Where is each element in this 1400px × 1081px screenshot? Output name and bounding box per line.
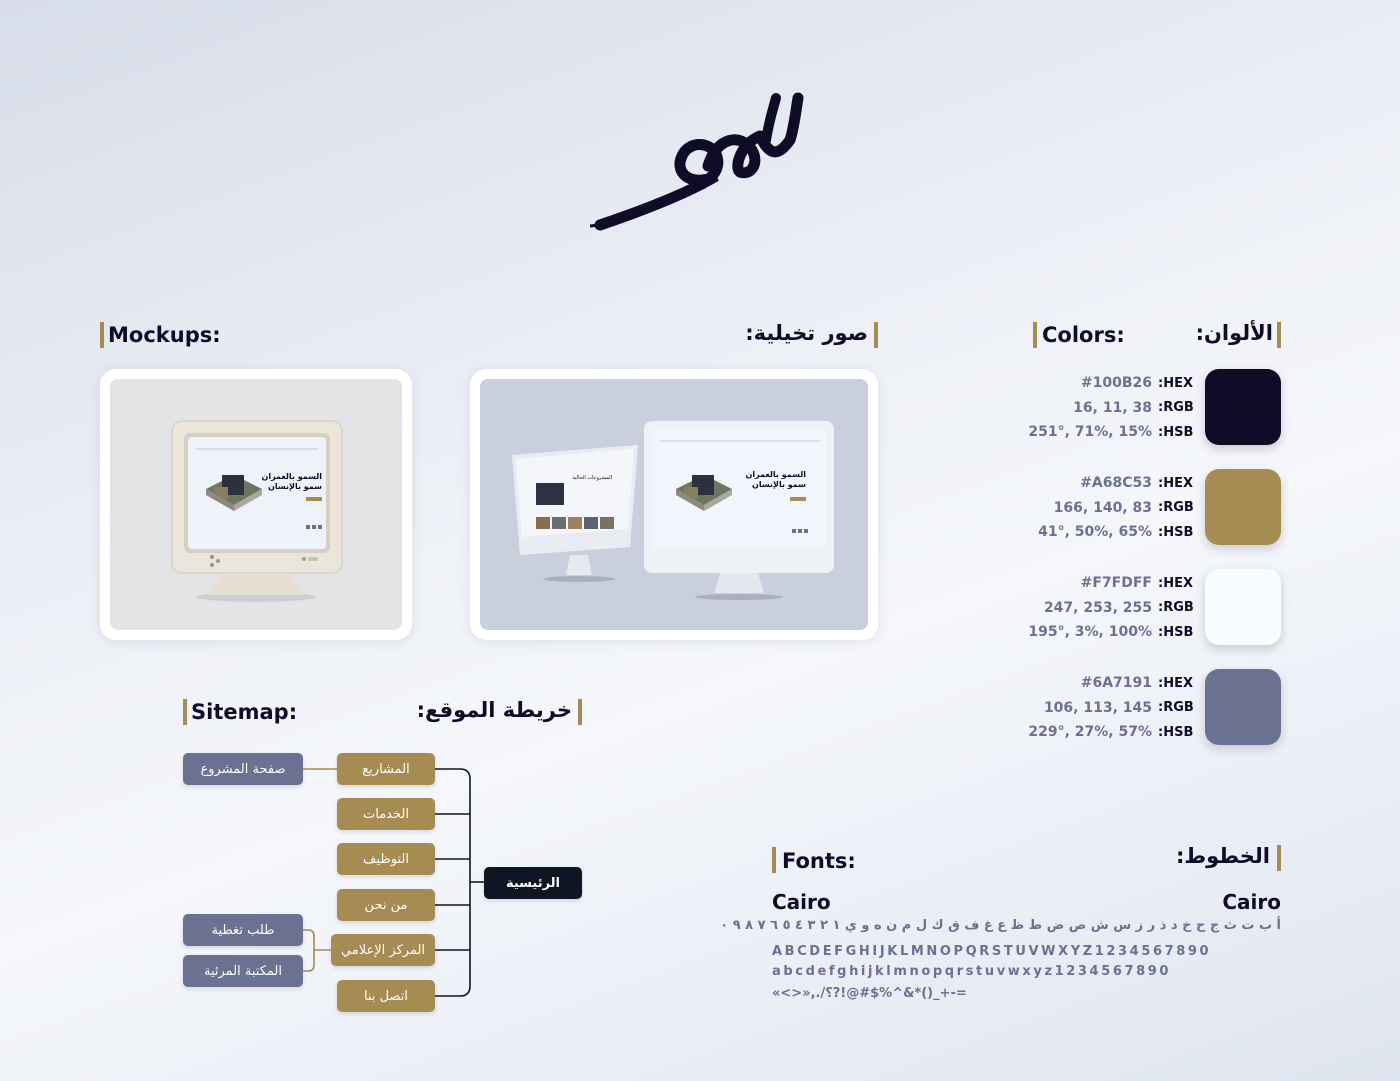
color-hex-value: #A68C53	[1080, 475, 1152, 492]
color-hex-line	[962, 471, 1192, 496]
font-sample-uppercase: ABCDEFGHIJKLMNOPQRSTUVWXYZ1234567890	[772, 944, 1212, 959]
color-hex-value: #F7FDFF	[1080, 575, 1152, 592]
color-hsb-value: 195°, 3%, 100%	[1028, 624, 1152, 641]
desktop-mockups-image	[480, 379, 868, 630]
mockups-title-bar	[100, 322, 104, 348]
color-rgb-line	[962, 596, 1192, 621]
fonts-title-en: Fonts:	[782, 849, 856, 873]
mockups-title-en: Mockups:	[108, 323, 221, 347]
fonts-title-bar	[772, 847, 776, 873]
color-rgb-value: 106, 113, 145	[1043, 699, 1152, 716]
color-swatch	[1205, 569, 1281, 645]
color-rgb-line	[962, 696, 1192, 721]
sitemap-node-services[interactable]: الخدمات	[337, 798, 435, 830]
color-hex-line	[962, 371, 1192, 396]
colors-title-en: Colors:	[1042, 323, 1125, 347]
color-rgb-value: 247, 253, 255	[1043, 599, 1152, 616]
color-hex-line	[962, 571, 1192, 596]
color-hex-line	[962, 671, 1192, 696]
colors-title-bar	[1033, 322, 1037, 348]
sitemap-title-ar-bar	[578, 699, 582, 725]
main-monitor	[644, 421, 834, 600]
fonts-title-ar: الخطوط:	[1175, 844, 1270, 868]
color-values	[962, 371, 1192, 445]
brand-logo	[590, 80, 810, 235]
color-rgb-line	[962, 496, 1192, 521]
color-hsb-line	[962, 520, 1192, 545]
fonts-title-ar-bar	[1277, 845, 1281, 871]
color-values	[962, 571, 1192, 645]
color-hsb-value: 41°, 50%, 65%	[1038, 524, 1152, 541]
sitemap-title-ar: خريطة الموقع:	[416, 698, 572, 722]
mockups-title-ar-bar	[874, 322, 878, 348]
sitemap-node-careers[interactable]: التوظيف	[337, 843, 435, 875]
main-monitor-headline-2: سمو بالإنسان	[752, 480, 806, 489]
color-hex-value: #6A7191	[1080, 675, 1152, 692]
color-rgb-line	[962, 396, 1192, 421]
color-swatch	[1205, 369, 1281, 445]
color-rgb-label: :RGB	[1158, 400, 1194, 416]
color-hsb-label: :HSB	[1158, 624, 1194, 640]
color-values	[962, 671, 1192, 745]
font-sample-symbols: «<>»,./؟?!@#$%^&*()_+-=	[772, 986, 967, 1001]
colors-title-ar: الألوان:	[1195, 321, 1273, 345]
color-rgb-value: 166, 140, 83	[1053, 499, 1152, 516]
font-sample-lowercase: abcdefghijklmnopqrstuvwxyz1234567890	[772, 964, 1172, 979]
color-hsb-line	[962, 420, 1192, 445]
color-hsb-value: 251°, 71%, 15%	[1028, 424, 1152, 441]
color-swatch	[1205, 469, 1281, 545]
color-swatch	[1205, 669, 1281, 745]
side-monitor-section-title: المشروعات الحالية	[572, 475, 612, 481]
color-rgb-label: :RGB	[1158, 700, 1194, 716]
sitemap-node-home[interactable]: الرئيسية	[484, 867, 582, 899]
mockups-title-ar: صور تخيلية:	[745, 321, 868, 345]
sitemap-node-coverage-request[interactable]: طلب تغطية	[183, 914, 303, 946]
sitemap-node-about[interactable]: من نحن	[337, 889, 435, 921]
color-hex-label: :HEX	[1158, 375, 1193, 391]
color-hsb-label: :HSB	[1158, 524, 1194, 540]
color-values	[962, 471, 1192, 545]
side-monitor	[512, 445, 638, 582]
color-hex-label: :HEX	[1158, 475, 1193, 491]
sitemap-node-project-page[interactable]: صفحة المشروع	[183, 753, 303, 785]
colors-title-ar-bar	[1277, 322, 1281, 348]
color-hsb-value: 229°, 27%, 57%	[1028, 724, 1152, 741]
color-hsb-line	[962, 620, 1192, 645]
sitemap-node-visual-library[interactable]: المكتبة المرئية	[183, 955, 303, 987]
crt-monitor-image	[110, 379, 402, 630]
font-name-en: Cairo	[772, 890, 831, 914]
color-hsb-label: :HSB	[1158, 724, 1194, 740]
sitemap-title-en: Sitemap:	[191, 700, 298, 724]
sitemap-node-projects[interactable]: المشاريع	[337, 753, 435, 785]
crt-headline-2: سمو بالإنسان	[268, 482, 322, 491]
color-rgb-label: :RGB	[1158, 600, 1194, 616]
mockup-card-desktops	[470, 369, 878, 640]
font-name-ar: Cairo	[1222, 890, 1281, 914]
sitemap-node-contact[interactable]: اتصل بنا	[337, 980, 435, 1012]
font-sample-arabic: أ ب ت ث ج ح خ د ذ ر ز س ش ص ض ط ظ ع غ ف ق ك ل م ن ه و ي ١ ٢ ٣ ٤ ٥ ٦ ٧ ٨ ٩ ٠	[720, 918, 1281, 933]
color-hsb-line	[962, 720, 1192, 745]
crt-headline-1: السمو بالعمران	[261, 472, 322, 481]
color-hex-label: :HEX	[1158, 575, 1193, 591]
mockup-card-crt	[100, 369, 412, 640]
sitemap-title-bar	[183, 699, 187, 725]
color-rgb-label: :RGB	[1158, 500, 1194, 516]
color-hex-label: :HEX	[1158, 675, 1193, 691]
sitemap-node-media-center[interactable]: المركز الإعلامي	[331, 934, 435, 966]
main-monitor-headline-1: السمو بالعمران	[745, 470, 806, 479]
color-hex-value: #100B26	[1080, 375, 1152, 392]
color-hsb-label: :HSB	[1158, 424, 1194, 440]
color-rgb-value: 16, 11, 38	[1073, 399, 1152, 416]
